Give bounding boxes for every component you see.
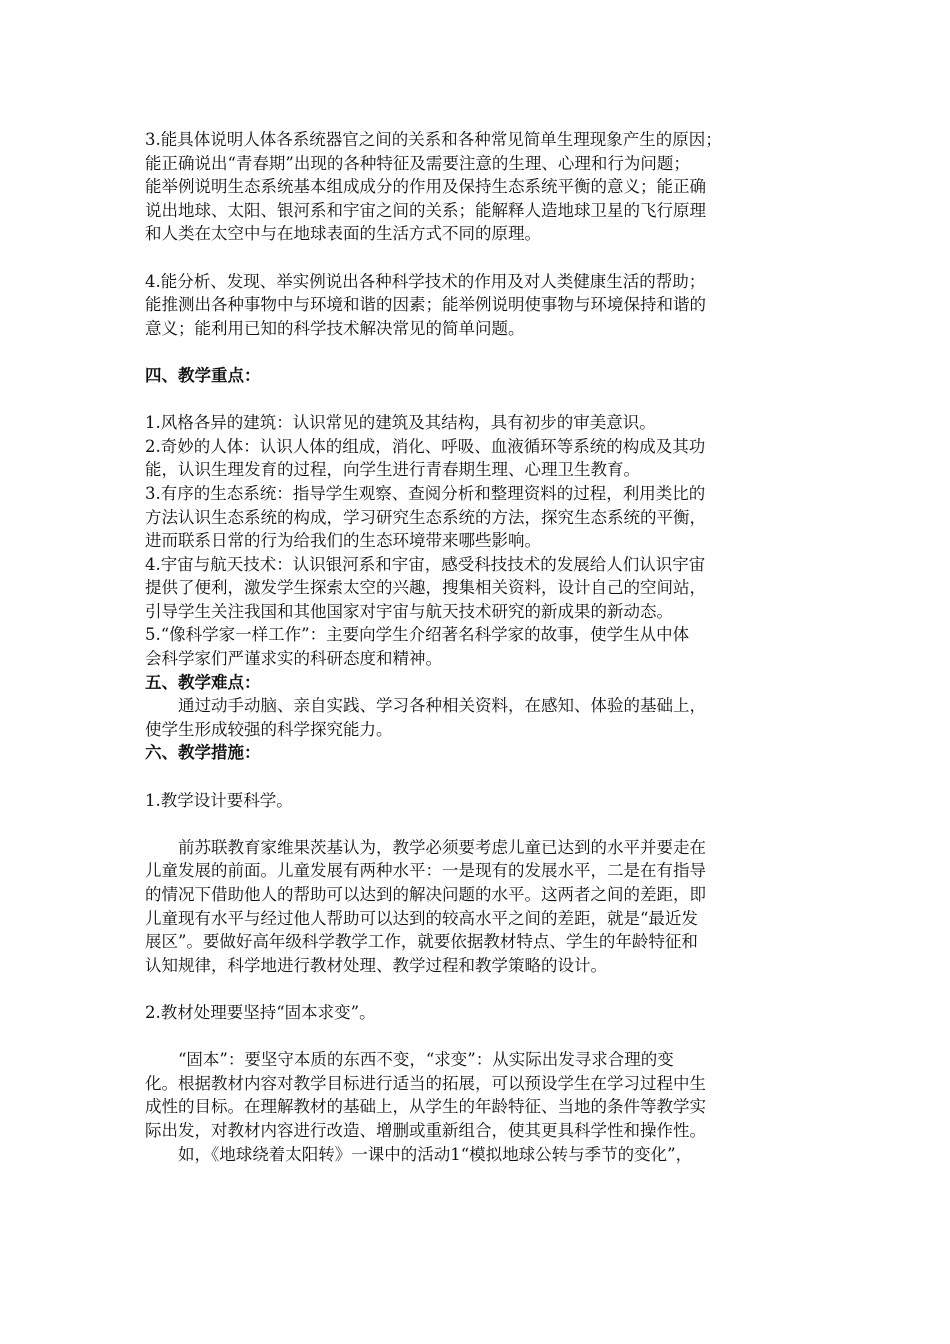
text-line: 进而联系日常的行为给我们的生态环境带来哪些影响。	[145, 531, 541, 551]
text-line: 说出地球、太阳、银河系和宇宙之间的关系；能解释人造地球卫星的飞行原理	[145, 200, 706, 220]
heading-teaching-focus: 四、教学重点：	[145, 365, 261, 385]
text-line: 的情况下借助他人的帮助可以达到的解决问题的水平。这两者之间的差距，即	[145, 885, 706, 904]
text-line: 4.宇宙与航天技术：认识银河系和宇宙，感受科技技术的发展给人们认识宇宙	[145, 554, 706, 574]
text-line: 认知规律，科学地进行教材处理、教学过程和教学策略的设计。	[145, 955, 607, 975]
heading-teaching-difficulty: 五、教学难点：	[145, 672, 261, 692]
text-line: 提供了便利，激发学生探索太空的兴趣，搜集相关资料，设计自己的空间站，	[145, 578, 706, 598]
text-line: 能，认识生理发育的过程，向学生进行青春期生理、心理卫生教育。	[145, 460, 640, 480]
heading-teaching-measures: 六、教学措施：	[145, 743, 261, 763]
text-line: 能推测出各种事物中与环境和谐的因素；能举例说明使事物与环境保持和谐的	[145, 295, 706, 315]
paragraph-objective-4	[145, 270, 817, 341]
document-page	[145, 128, 817, 1166]
text-line: 1.风格各异的建筑：认识常见的建筑及其结构，具有初步的审美意识。	[145, 413, 656, 433]
text-line: “固本”：要坚守本质的东西不变，“求变”：从实际出发寻求合理的变	[178, 1050, 674, 1070]
text-line: 儿童现有水平与经过他人帮助可以达到的较高水平之间的差距，就是“最近发	[145, 908, 698, 928]
text-line: 4.能分析、发现、举实例说出各种科学技术的作用及对人类健康生活的帮助；	[145, 271, 706, 291]
text-line: 和人类在太空中与在地球表面的生活方式不同的原理。	[145, 224, 541, 244]
text-line: 引导学生关注我国和其他国家对宇宙与航天技术研究的新成果的新动态。	[145, 601, 673, 621]
list-teaching-focus	[145, 411, 817, 671]
text-line: 方法认识生态系统的构成，学习研究生态系统的方法，探究生态系统的平衡，	[145, 507, 706, 527]
text-line: 前苏联教育家维果茨基认为，教学必须要考虑儿童已达到的水平并要走在	[178, 837, 706, 857]
text-line: 化。根据教材内容对教学目标进行适当的拓展，可以预设学生在学习过程中生	[145, 1073, 706, 1093]
text-line: 儿童发展的前面。儿童发展有两种水平：一是现有的发展水平，二是在有指导	[145, 861, 706, 881]
text-line: 3.能具体说明人体各系统器官之间的关系和各种常见简单生理现象产生的原因；	[145, 130, 722, 149]
measure-item-2: 2.教材处理要坚持“固本求变”。	[145, 1002, 376, 1022]
paragraph-vygotsky	[145, 836, 817, 978]
text-line: 能正确说出“青春期”出现的各种特征及需要注意的生理、心理和行为问题；	[145, 153, 690, 173]
text-line: 成性的目标。在理解教材的基础上，从学生的年龄特征、当地的条件等教学实	[145, 1097, 706, 1117]
paragraph-objective-3	[145, 128, 817, 246]
text-line: 如，《地球绕着太阳转》一课中的活动1“模拟地球公转与季节的变化”，	[178, 1144, 693, 1164]
paragraph-teaching-difficulty	[145, 694, 817, 741]
text-line: 展区”。要做好高年级科学教学工作，就要依据教材特点、学生的年龄特征和	[145, 932, 698, 952]
text-line: 意义；能利用已知的科学技术解决常见的简单问题。	[145, 318, 525, 338]
text-line: 通过动手动脑、亲自实践、学习各种相关资料，在感知、体验的基础上，	[178, 696, 706, 716]
paragraph-textbook-handling	[145, 1048, 817, 1142]
text-line: 使学生形成较强的科学探究能力。	[145, 719, 393, 739]
text-line: 2.奇妙的人体：认识人体的组成，消化、呼吸、血液循环等系统的构成及其功	[145, 436, 706, 456]
paragraph-example	[145, 1143, 817, 1167]
text-line: 3.有序的生态系统：指导学生观察、查阅分析和整理资料的过程，利用类比的	[145, 483, 706, 503]
measure-item-1: 1.教学设计要科学。	[145, 790, 293, 810]
text-line: 5.“像科学家一样工作”：主要向学生介绍著名科学家的故事，使学生从中体	[145, 625, 690, 645]
text-line: 际出发，对教材内容进行改造、增删或重新组合，使其更具科学性和操作性。	[145, 1120, 706, 1140]
text-line: 会科学家们严谨求实的科研态度和精神。	[145, 649, 442, 669]
text-line: 能举例说明生态系统基本组成成分的作用及保持生态系统平衡的意义；能正确	[145, 177, 706, 197]
